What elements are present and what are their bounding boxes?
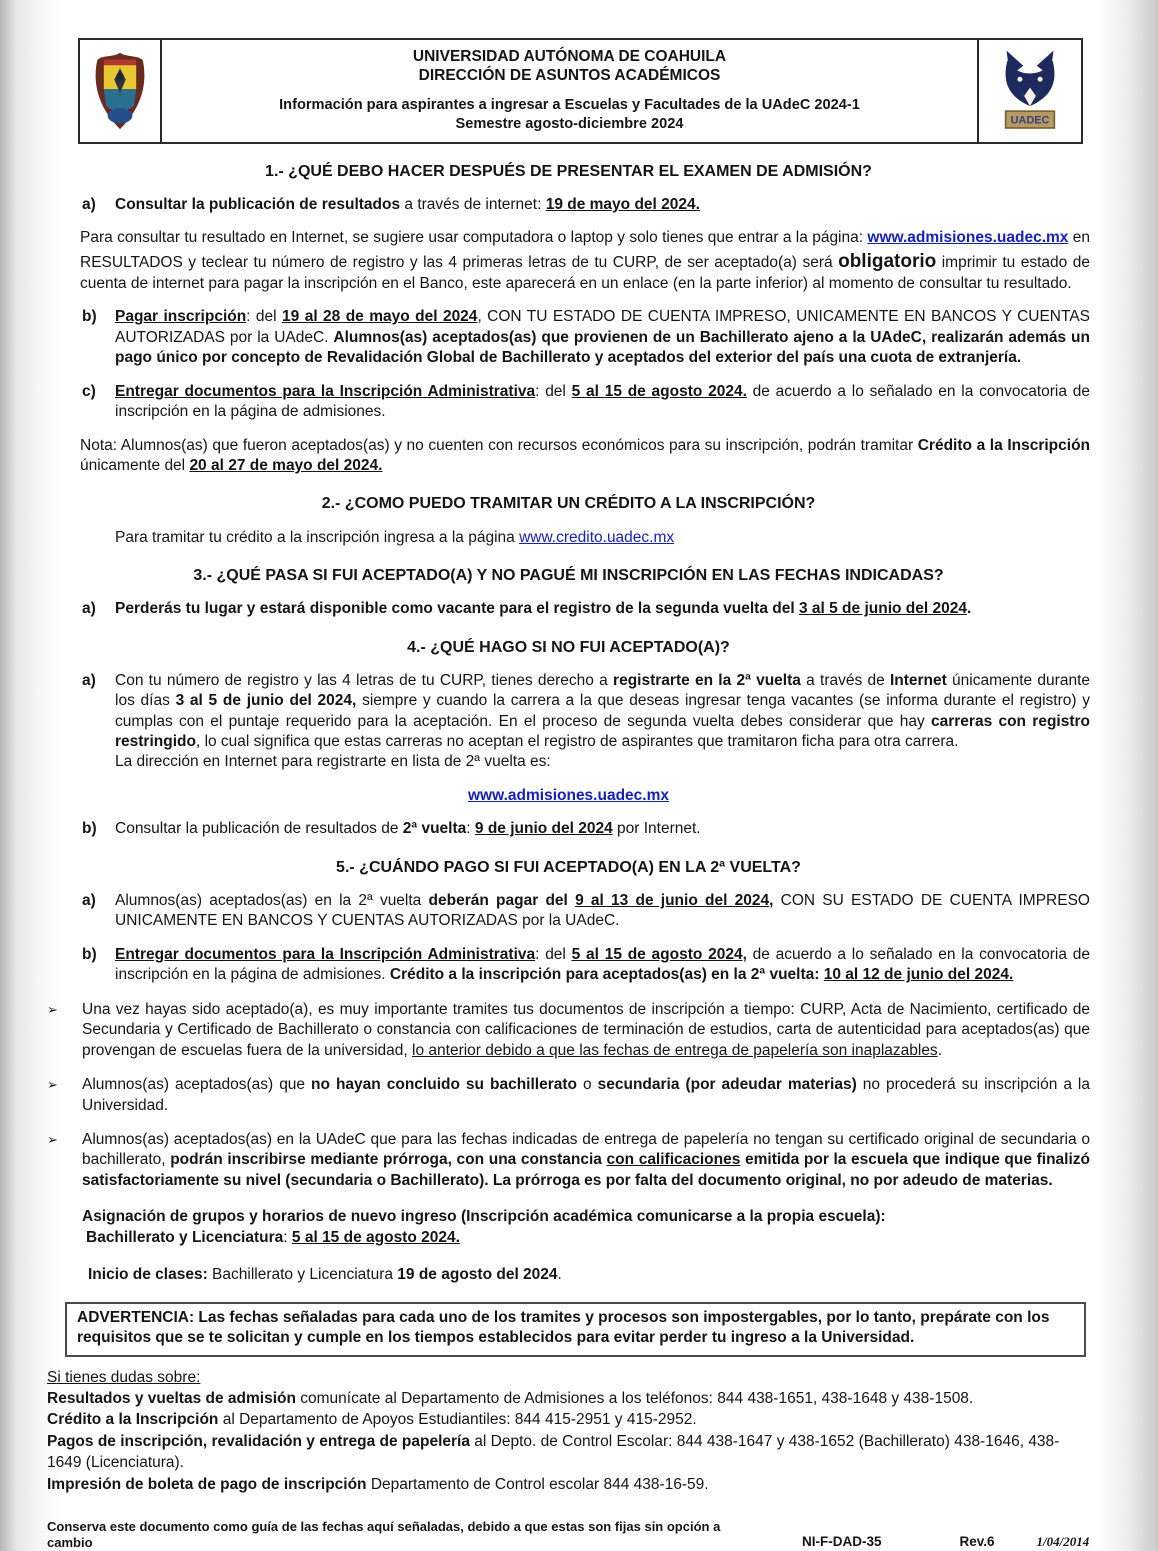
item-label: a) <box>82 600 96 618</box>
item-body <box>115 891 1090 932</box>
text-run: , CON TU ESTADO DE CUENTA IMPRESO, UNICAMENTE EN BANCOS Y CUENTAS AUTORIZADAS por la UAdeC. <box>115 308 1090 346</box>
item-body <box>115 382 1090 423</box>
contact-impresion <box>47 1474 1090 1495</box>
link-admisiones[interactable]: www.admisiones.uadec.mx <box>867 229 1069 247</box>
uadec-crest-logo <box>91 51 149 131</box>
document-footer-row <box>47 1519 1090 1551</box>
section-2-heading <box>47 493 1090 514</box>
uadec-wolf-logo <box>994 49 1066 133</box>
text-run: a través de <box>800 671 890 689</box>
section-4-heading <box>47 637 1090 658</box>
text-run: 5 al 15 de agosto 2024, <box>571 945 747 963</box>
text-run: carreras con registro restringido <box>115 712 1090 750</box>
header-title-block <box>162 40 977 142</box>
paragraph-nota <box>80 436 1090 477</box>
text-run: Crédito a la inscripción para aceptados(as) en la 2ª vuelta: <box>389 966 824 984</box>
text-run: Pagos de inscripción, revalidación y entrega de papelería <box>47 1432 470 1450</box>
text-run: 19 de mayo del 2024. <box>545 195 700 213</box>
text-run: Alumnos(as) aceptados(as) que provienen de un Bachillerato ajeno a la UAdeC, realizarán además un pago único por concepto de Revalidación Global de Bachillerato y aceptados del exterior del país una cuota de extranjería. <box>115 328 1090 367</box>
item-5b <box>47 945 1090 986</box>
text-run: en RESULTADOS y teclear tu número de registro y las 4 primeras letras de tu CURP, de ser aceptado(a) será <box>80 229 1090 271</box>
item-label: c) <box>82 382 96 400</box>
text-run: 5.- ¿CUÁNDO PAGO SI FUI ACEPTADO(A) EN LA 2ª VUELTA? <box>336 858 801 876</box>
item-1b <box>47 307 1090 368</box>
text-run: . <box>937 1041 942 1059</box>
text-run: Impresión de boleta de pago de inscripción <box>47 1475 367 1493</box>
text-run: únicamente del <box>80 456 190 474</box>
text-run: ADVERTENCIA: Las fechas señaladas para cada uno de los tramites y procesos son impostergables, por lo tanto, prepárate con los requisitos que se te solicitan y cumple en los tiempos establecidos para evitar perder tu ingreso a la Universidad. <box>77 1308 1050 1347</box>
wolf-banner-text: UADEC <box>1010 114 1050 127</box>
text-run: 10 al 12 de junio del 2024. <box>823 966 1014 984</box>
item-5a <box>47 891 1090 932</box>
text-run: 20 al 27 de mayo del 2024. <box>189 456 383 474</box>
center-link-line <box>47 786 1090 806</box>
link-admisiones-2[interactable]: www.admisiones.uadec.mx <box>468 786 669 804</box>
text-run: siempre y cuando la carrera a la que deseas ingresar tenga vacantes (se informa durante el registro) y cumplas con el puntaje requerido para la aceptación. En el proceso de segunda vuelta debes considerar que hay <box>115 692 1090 730</box>
text-run: Si tienes dudas sobre: <box>47 1368 201 1386</box>
text-run: . <box>557 1266 562 1284</box>
arrow-bullet-icon: ➢ <box>47 1077 58 1093</box>
bullet-body <box>82 1130 1090 1191</box>
bullet-no-concluido <box>47 1075 1090 1116</box>
text-run: podrán inscribirse mediante prórroga, con una constancia <box>170 1151 607 1169</box>
text-run: CON SU ESTADO DE CUENTA IMPRESO UNICAMENTE EN BANCOS Y CUENTAS AUTORIZADAS por la UAdeC. <box>115 891 1090 930</box>
text-run: por Internet. <box>612 820 701 838</box>
text-run: Perderás tu lugar y estará disponible como vacante para el registro de la segunda vuelta del <box>115 600 799 618</box>
item-body <box>115 307 1090 368</box>
section-1-heading <box>47 161 1090 182</box>
footer-document-code: NI-F-DAD-35 <box>802 1533 882 1549</box>
contact-credito <box>47 1409 1090 1430</box>
text-run: obligatorio <box>838 250 937 272</box>
text-run: deberán pagar del <box>428 891 576 909</box>
item-body <box>115 945 1090 986</box>
text-run: Entregar documentos para la Inscripción Administrativa <box>115 945 536 963</box>
text-run: a través de internet: <box>400 195 546 213</box>
text-run: Bachillerato y Licenciatura <box>207 1266 398 1284</box>
item-1a <box>47 195 1090 215</box>
text-run: secundaria (por adeudar materias) <box>597 1076 857 1094</box>
document-header <box>78 38 1083 144</box>
text-run: con calificaciones <box>606 1151 741 1169</box>
header-line-university: UNIVERSIDAD AUTÓNOMA DE COAHUILA <box>412 48 727 65</box>
item-4a <box>47 671 1090 773</box>
item-body <box>115 671 1090 773</box>
item-body <box>115 819 1090 839</box>
link-credito[interactable]: www.credito.uadec.mx <box>519 528 675 546</box>
text-run: 3 al 5 de junio del 2024 <box>798 600 967 618</box>
text-run: Nota: Alumnos(as) que fueron aceptados(as) y no cuenten con recursos económicos para su inscripción, podrán tramitar <box>80 436 918 454</box>
text-run: 9 al 13 de junio del 2024 <box>575 891 770 909</box>
paragraph-asignacion-fechas <box>86 1228 1090 1248</box>
text-run: Una vez hayas sido aceptado(a), es muy importante tramites tus documentos de inscripción a tiempo: CURP, Acta de Nacimiento, certificado de Secundaria y Certificado de Bachillerato o constancia con calificaciones de terminación de estudios, carta de autenticidad para aceptados(as) que provengan de escuelas fuera de la universidad, <box>82 1000 1090 1059</box>
text-run: Internet <box>889 671 947 689</box>
section-3-heading <box>47 565 1090 586</box>
document-body <box>47 161 1090 1495</box>
item-label: a) <box>82 671 96 689</box>
item-3a <box>47 599 1090 619</box>
text-run: comunícate al Departamento de Admisiones a los teléfonos: 844 438-1651, 438-1648 y 438-1508. <box>295 1390 974 1407</box>
paragraph-inicio-clases <box>88 1265 1090 1285</box>
text-run: Asignación de grupos y horarios de nuevo ingreso (Inscripción académica comunicarse a la propia escuela): <box>82 1208 886 1226</box>
notice-box-advertencia <box>65 1302 1086 1357</box>
bullet-prorroga <box>47 1130 1090 1191</box>
text-run: 1.- ¿QUÉ DEBO HACER DESPUÉS DE PRESENTAR EL EXAMEN DE ADMISIÓN? <box>265 162 872 180</box>
header-line-direccion: DIRECCIÓN DE ASUNTOS ACADÉMICOS <box>418 67 721 85</box>
contact-resultados <box>47 1388 1090 1409</box>
text-run: o <box>577 1076 598 1094</box>
text-run: 5 al 15 de agosto 2024. <box>571 382 747 400</box>
footer-revision: Rev.6 <box>959 1533 995 1549</box>
text-run: Pagar inscripción <box>115 308 247 326</box>
footer-note: Conserva este documento como guía de las fechas aquí señaladas, debido a que estas son fijas sin opción a cambio <box>47 1518 721 1551</box>
text-run: Para consultar tu resultado en Internet, se sugiere usar computadora o laptop y solo tienes que entrar a la página: <box>80 229 868 247</box>
text-run: Consultar la publicación de resultados de <box>115 820 403 838</box>
footer-date: 1/04/2014 <box>1036 1533 1090 1549</box>
item-1c <box>47 382 1090 423</box>
text-run: lo anterior debido a que las fechas de entrega de papelería son inaplazables <box>412 1041 938 1059</box>
paragraph-consultar <box>80 228 1090 294</box>
bullet-documentos <box>47 1000 1090 1061</box>
text-run: registrarte en la 2ª vuelta <box>613 671 801 689</box>
text-run: 5 al 15 de agosto 2024. <box>291 1228 460 1246</box>
paragraph-asignacion <box>82 1207 1090 1227</box>
text-run: Alumnos(as) aceptados(as) que <box>82 1076 312 1094</box>
text-run: La dirección en Internet para registrarte en lista de 2ª vuelta es: <box>115 753 551 771</box>
header-left-logo-cell <box>80 40 162 142</box>
text-run: Inicio de clases: <box>88 1266 208 1284</box>
item-label: b) <box>82 820 97 838</box>
text-run: no hayan concluido su bachillerato <box>311 1076 578 1094</box>
text-run: : del <box>535 945 572 963</box>
arrow-bullet-icon: ➢ <box>47 1001 58 1017</box>
text-run: al Departamento de Apoyos Estudiantiles: 844 415-2951 y 415-2952. <box>218 1411 697 1429</box>
text-run: , lo cual significa que estas carreras no aceptan el registro de aspirantes que tramitaron ficha para otra carrera. <box>195 733 959 750</box>
text-run: Para tramitar tu crédito a la inscripción ingresa a la página <box>115 528 520 546</box>
paragraph-credito <box>115 528 1090 548</box>
item-4b <box>47 819 1090 839</box>
text-run: 2ª vuelta <box>402 820 467 838</box>
text-run: Con tu número de registro y las 4 letras de tu CURP, tienes derecho a <box>115 671 614 689</box>
bullet-body <box>82 1000 1090 1061</box>
header-line-semestre: Semestre agosto-diciembre 2024 <box>455 115 684 132</box>
contact-intro <box>47 1367 1090 1388</box>
text-run: Crédito a la Inscripción <box>47 1411 219 1429</box>
text-run: Crédito a la Inscripción <box>917 436 1090 454</box>
item-body <box>115 195 1090 215</box>
text-run: 4.- ¿QUÉ HAGO SI NO FUI ACEPTADO(A)? <box>407 638 730 656</box>
text-run: Entregar documentos para la Inscripción Administrativa <box>115 382 536 400</box>
item-label: b) <box>82 945 97 963</box>
text-run: 9 de junio del 2024 <box>474 820 613 838</box>
text-run: imprimir tu estado de cuenta de internet para pagar la inscripción en el Banco, este aparecerá en un enlace (en la parte inferior) al momento de consultar tu resultado. <box>80 253 1090 292</box>
item-body <box>115 599 1090 619</box>
text-run: : <box>283 1228 292 1246</box>
item-label: a) <box>82 195 96 213</box>
contact-pagos <box>47 1431 1090 1474</box>
text-run: , <box>769 891 774 909</box>
text-run: : <box>466 820 475 838</box>
text-run: Bachillerato y Licenciatura <box>86 1228 284 1246</box>
text-run: 3.- ¿QUÉ PASA SI FUI ACEPTADO(A) Y NO PAGUÉ MI INSCRIPCIÓN EN LAS FECHAS INDICADAS? <box>193 566 944 584</box>
header-line-info: Información para aspirantes a ingresar a Escuelas y Facultades de la UAdeC 2024-1 <box>279 96 860 113</box>
text-run: de acuerdo a lo señalado en la convocatoria de inscripción en la página de admisiones. <box>115 382 1090 421</box>
text-run: al Depto. de Control Escolar: 844 438-1647 y 438-1652 (Bachillerato) 438-1646, 438-1649 (Licenciatura). <box>47 1432 1060 1472</box>
header-right-logo-cell <box>977 40 1081 142</box>
text-run: Departamento de Control escolar 844 438-16-59. <box>366 1475 709 1493</box>
item-label: a) <box>82 891 96 909</box>
text-run: de acuerdo a lo señalado en la convocatoria de inscripción en la página de admisiones. <box>115 945 1090 984</box>
text-run: Resultados y vueltas de admisión <box>47 1390 296 1407</box>
text-run: : del <box>535 382 572 400</box>
item-label: b) <box>82 308 97 326</box>
text-run: . <box>966 600 972 618</box>
text-run: : del <box>246 308 283 326</box>
text-run: Alumnos(as) aceptados(as) en la UAdeC que para las fechas indicadas de entrega de papelería no tengan su certificado original de secundaria o bachillerato, <box>82 1131 1090 1169</box>
section-5-heading <box>47 857 1090 878</box>
text-run: 19 al 28 de mayo del 2024 <box>282 308 478 326</box>
text-run: 19 de agosto del 2024 <box>397 1266 558 1284</box>
text-run: no procederá su inscripción a la Universidad. <box>82 1076 1090 1114</box>
text-run: 3 al 5 de junio del 2024, <box>175 692 357 710</box>
text-run: Alumnos(as) aceptados(as) en la 2ª vuelta <box>115 891 429 909</box>
text-run: 2.- ¿COMO PUEDO TRAMITAR UN CRÉDITO A LA INSCRIPCIÓN? <box>321 495 816 513</box>
text-run: únicamente durante los días <box>115 671 1090 710</box>
bullet-body <box>82 1075 1090 1116</box>
text-run: emitida por la escuela que indique que finalizó satisfactoriamente su nivel (secundaria o Bachillerato). La prórroga es por falta del documento original, no por adeudo de materias. <box>82 1151 1090 1189</box>
arrow-bullet-icon: ➢ <box>47 1132 58 1147</box>
text-run: Consultar la publicación de resultados <box>115 195 401 213</box>
